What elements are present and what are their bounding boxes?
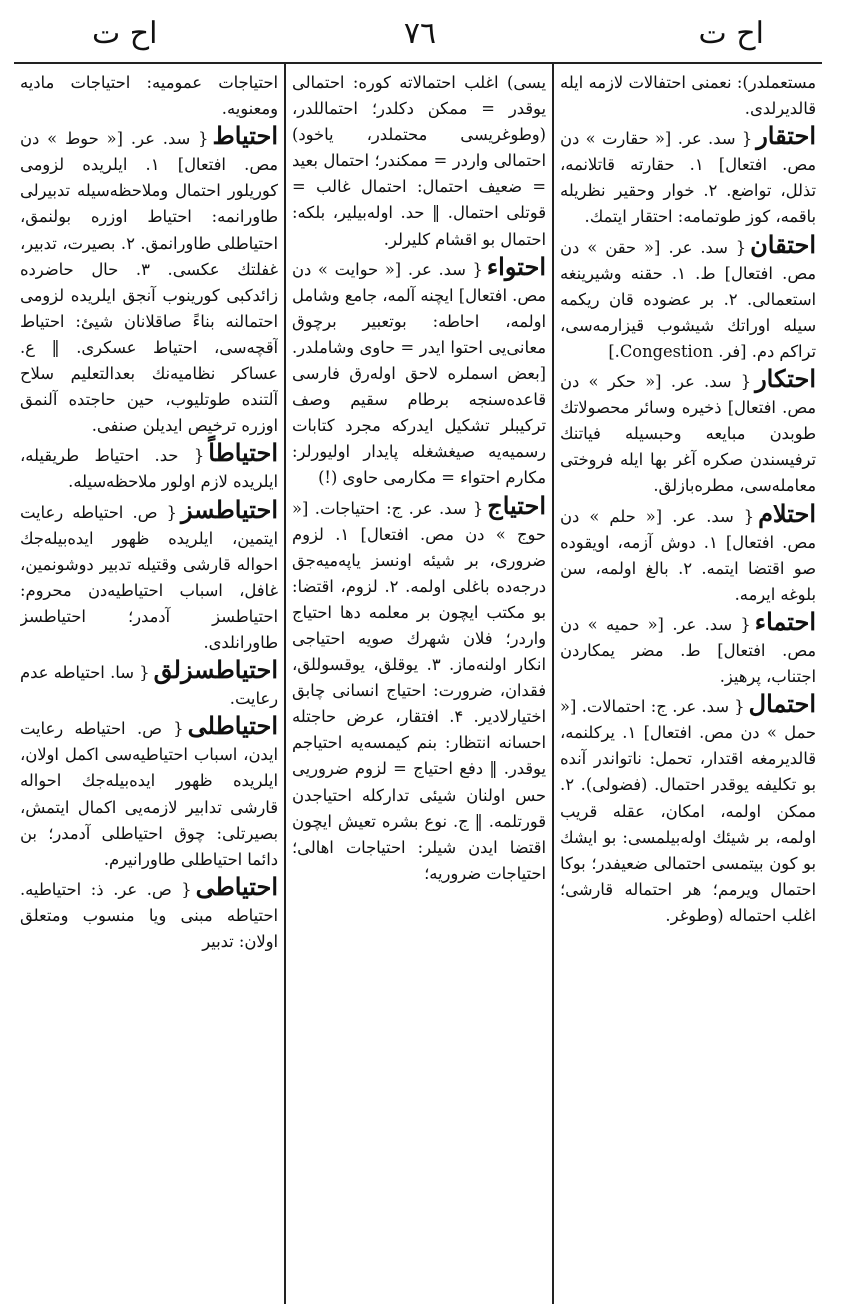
entry-headword: احتقار — [756, 121, 816, 151]
running-head-left: اح ت — [92, 16, 158, 51]
dictionary-entry — [20, 123, 278, 439]
entry-headword: احتقان — [750, 229, 816, 259]
column-left — [20, 70, 278, 1306]
continued-text — [560, 70, 816, 122]
dictionary-entry — [560, 229, 816, 365]
entry-headword: احتماء — [754, 606, 816, 636]
entry-headword: احتیاج — [487, 490, 546, 520]
column-middle — [292, 70, 546, 1306]
entry-headword: احتیاطسز — [180, 494, 278, 524]
entry-definition: { سد. عر. [« حوط » دن مص. افتعال] ۱. ایلریده لزومی کوریلور احتمال وملاحظه‌سیله تدبیرلی طاورانمه: احتیاط اوزره بولنمق، احتیاطلی طاورانمق. ۲. بصیرت، تدبیر، غفلتك عکسی. ۳. حال حاضرده زائدکبی کورینوب آنجق ایلریده لزومی احتمالنه بناءً صاقلانان شیئ: احتیاط آقچه‌سی، احتیاط عسکری. ‖ ع. عساکر نظامیه‌نك بعدالتعلیم سلاح آلتنده طوتلیوب، حین حاجتده آلنمق اوزره ترخیص ایدیلن صنفی. — [20, 129, 278, 436]
entry-definition: { سد. عر. ج: احتمالات. [« حمل » دن مص. افتعال] ۱. یرکلنمه، قالدیرمغه اقتدار، تحمل: ناتواندر آنده بو تکلیفه یوقدر احتمال. (فضولی). ۲. ممکن اولمه، امکان، عقله قریب اولمه، بر شیئك اوله‌بیلمسی: بو ایشك بو کون بیتمسی احتمالی ضعیفدر؛ بوکا احتمال ویرمم؛ هر احتماله قارشی؛ اغلب احتماله (وطوغر. — [560, 697, 816, 925]
dictionary-entry — [560, 366, 816, 499]
dictionary-entry — [20, 657, 278, 712]
entry-headword: احتیاطلی — [187, 711, 278, 741]
entry-definition: { سد. عر. ج: احتیاجات. [« حوج » دن مص. افتعال] ۱. لزوم ضروری، بر شیئه اونسز یاپه‌میه‌جق درجه‌ده باغلی اولمه. ۲. لزوم، اقتضا: بو مکتب ایچون بر معلمه دها احتیاج واردر؛ فلان شهرك صویه احتیاجی انکار اولنه‌ماز. ۳. یوقلق، یوقسوللق، فقدان، ضرورت: احتیاج انسانی چابق اختیارلادیر. ۴. افتقار، عرض حاجتله احسانه انتظار: بنم کیمسه‌یه احتیاجم یوقدر. ‖ دفع احتیاج = لزوم ضروریی حس اولنان شیئی تدارکله احتیاجدن قورتلمه. ‖ ج. نوع بشره تعیش ایچون اقتضا ایدن شیلر: احتیاجات اهالی؛ احتیاجات ضروریه؛ — [292, 498, 546, 883]
entry-headword: احتمال — [748, 689, 816, 719]
entry-definition: { سد. عر. [« حقن » دن مص. افتعال] ط. ۱. حقنه وشیرینغه استعمالی. ۲. بر عضوده قان ریکمه سیله اوراتك شیشوب قیزارمه‌سی، تراکم دم. [فر. Congestion.] — [560, 237, 816, 361]
entry-definition: احتیاجات عمومیه: احتیاجات مادیه ومعنویه. — [20, 73, 278, 119]
column-divider-right — [552, 64, 554, 1304]
entry-definition: { حد. احتیاط طریقیله، ایلریده لازم اولور ملاحظه‌سیله. — [20, 446, 278, 492]
continued-text — [292, 70, 546, 253]
dictionary-entry — [20, 713, 278, 873]
dictionary-entry — [560, 498, 816, 608]
continued-text — [20, 70, 278, 122]
entry-definition: { سد. عر. [« حقارت » دن مص. افتعال] ۱. حقارته قاتلانمه، تذلل، تواضع. ۲. خوار وحقیر نظریله باقمه، کوز طوتمامه: احتقار ایتمك. — [560, 129, 816, 227]
dictionary-entry — [560, 606, 816, 690]
dictionary-entry — [292, 490, 546, 887]
entry-definition: مستعملدر): نعمنی احتفالات لازمه ایله قالدیرلدی. — [560, 73, 816, 119]
entry-definition: { سد. عر. [« حکر » دن مص. افتعال] ذخیره وسائر محصولاتك طوبدن مبایعه وحبسیله فیاتنك ترفیسندن صکره آغر بها ایله فروختی معامله‌سی، مطره‌بازلق. — [560, 372, 816, 496]
running-head-right: اح ت — [698, 16, 764, 51]
dictionary-entry — [292, 251, 546, 492]
page-number: ٧٦ — [403, 16, 437, 51]
entry-headword: احتکار — [755, 364, 816, 394]
entry-definition: { سد. عر. [« حوایت » دن مص. افتعال] ایچنه آلمه، جامع وشامل اولمه، احاطه: بوتعبیر برچوق معانی‌یی احتوا ایدر = حاوی وشاملدر. [بعض اسملره لاحق اوله‌رق فارسی قاعده‌سنجه برطام سقیم وصف ترکیبلر تشکیل ایدرکه مجرد کتابات رسمیه‌یه صیغشغله پایدار اولیورلر: مکارم احتواء = مکارمی حاوی (!) — [292, 259, 546, 488]
dictionary-entry — [20, 440, 278, 495]
entry-definition: { سد. عر. [« حمیه » دن مص. افتعال] ط. مضر یمکاردن اجتناب، پرهیز. — [560, 614, 816, 687]
entry-definition: یسی) اغلب احتمالاته کوره: احتمالی یوقدر = ممکن دکلدر؛ احتماللدر، (وطوغریسی محتملدر، یاخود) احتمالی واردر = ممکندر؛ احتمال بعید = ضعیف احتمال: احتمال غالب = قوتلی احتمال. ‖ حد. اوله‌بیلیر، بلکه: احتمال بو اقشام کلیرلر. — [292, 73, 546, 249]
entry-definition: { ص. احتیاطه رعایت ایتمین، ایلریده ظهور ایده‌بیله‌جك احواله قارشی وقتیله تدبیر دوشونمین، غافل، اسباب احتیاطیه‌دن محروم: احتیاطسز آدمدر؛ احتیاطسز طاورانلدی. — [20, 502, 278, 652]
entry-headword: احتواء — [486, 251, 546, 281]
entry-definition: { ص. احتیاطه رعایت ایدن، اسباب احتیاطیه‌سی اکمل اولان، ایلریده ظهور ایده‌بیله‌جك احواله قارشی تدابیر لازمه‌یی اکمال ایتمش، بصیرتلی: چوق احتیاطلی آدمدر؛ بن دائما احتیاطلی طاورانیرم. — [20, 719, 278, 869]
entry-definition: { ص. عر. ذ: احتیاطیه. احتیاطه مبنی ویا منسوب ومتعلق اولان: تدبیر — [20, 879, 278, 951]
entry-headword: احتیاطسزلق — [153, 655, 278, 685]
header-rule — [14, 62, 822, 64]
dictionary-entry — [560, 691, 816, 929]
column-right — [560, 70, 816, 1306]
entry-headword: احتیاطاً — [208, 438, 278, 468]
entry-definition: { سد. عر. [« حلم » دن مص. افتعال] ۱. دوش آزمه، اویقوده صو اقتضا ایتمه. ۲. بالغ اولمه، سن بلوغه ایرمه. — [560, 506, 816, 604]
entry-headword: احتیاط — [212, 121, 278, 151]
page-header — [0, 0, 842, 60]
dictionary-entry — [20, 494, 278, 657]
entry-headword: احتلام — [758, 498, 816, 528]
dictionary-entry — [20, 871, 278, 955]
column-divider-left — [284, 64, 286, 1304]
dictionary-entry — [560, 123, 816, 230]
entry-definition: { سا. احتیاطه عدم رعایت. — [20, 663, 278, 709]
entry-headword: احتیاطی — [195, 871, 278, 901]
